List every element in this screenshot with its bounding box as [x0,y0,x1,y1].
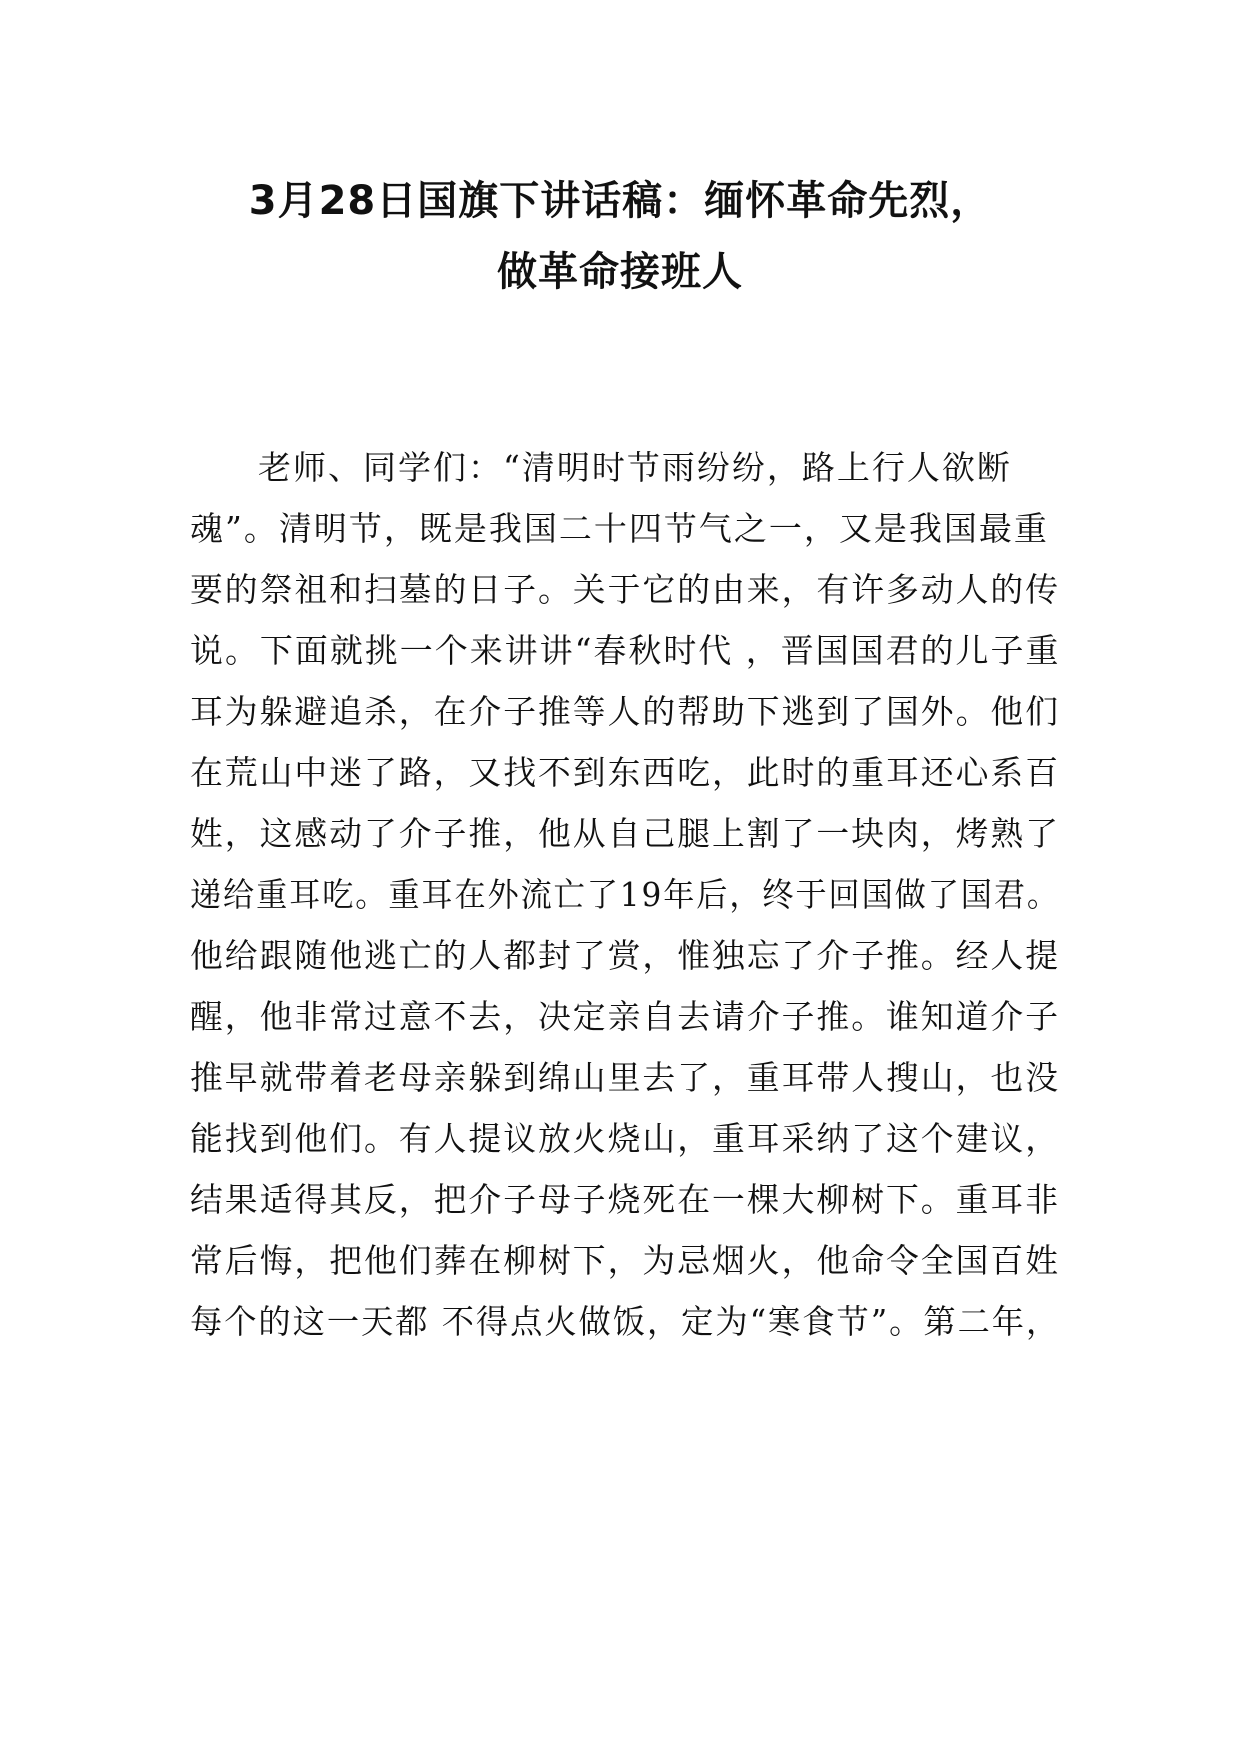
body-text-line: 他给跟随他逃亡的人都封了赏，惟独忘了介子推。经人提 [190,936,1061,975]
body-text-line: 要的祭祖和扫墓的日子。关于它的由来，有许多动人的传 [190,570,1061,609]
body-text-line: 推早就带着老母亲躲到绵山里去了，重耳带人搜山，也没 [190,1058,1061,1097]
body-text-line: 耳为躲避追杀，在介子推等人的帮助下逃到了国外。他们 [190,692,1061,731]
body-text-line: 老师、同学们：“清明时节雨纷纷，路上行人欲断 [258,448,1012,487]
document-title-line-2: 做革命接班人 [497,249,743,295]
body-text-line: 在荒山中迷了路，又找不到东西吃，此时的重耳还心系百 [190,753,1061,792]
body-text-line: 能找到他们。有人提议放火烧山，重耳采纳了这个建议， [190,1119,1061,1158]
body-text-line: 姓，这感动了介子推，他从自己腿上割了一块肉，烤熟了 [190,814,1061,853]
body-text-line: 说。下面就挑一个来讲讲“春秋时代 ，晋国国君的儿子重 [190,631,1061,670]
body-text-line: 常后悔，把他们葬在柳树下，为忌烟火，他命令全国百姓 [190,1241,1061,1280]
body-text-line: 递给重耳吃。重耳在外流亡了19年后，终于回国做了国君。 [190,875,1060,914]
document-title-line-1: 3月28日国旗下讲话稿：缅怀革命先烈， [248,178,992,224]
body-text-line: 每个的这一天都 不得点火做饭，定为“寒食节”。第二年， [190,1302,1061,1341]
body-text-line: 醒，他非常过意不去，决定亲自去请介子推。谁知道介子 [190,997,1061,1036]
body-text-line: 结果适得其反，把介子母子烧死在一棵大柳树下。重耳非 [190,1180,1061,1219]
body-text-line: 魂”。清明节，既是我国二十四节气之一，又是我国最重 [190,509,1049,548]
